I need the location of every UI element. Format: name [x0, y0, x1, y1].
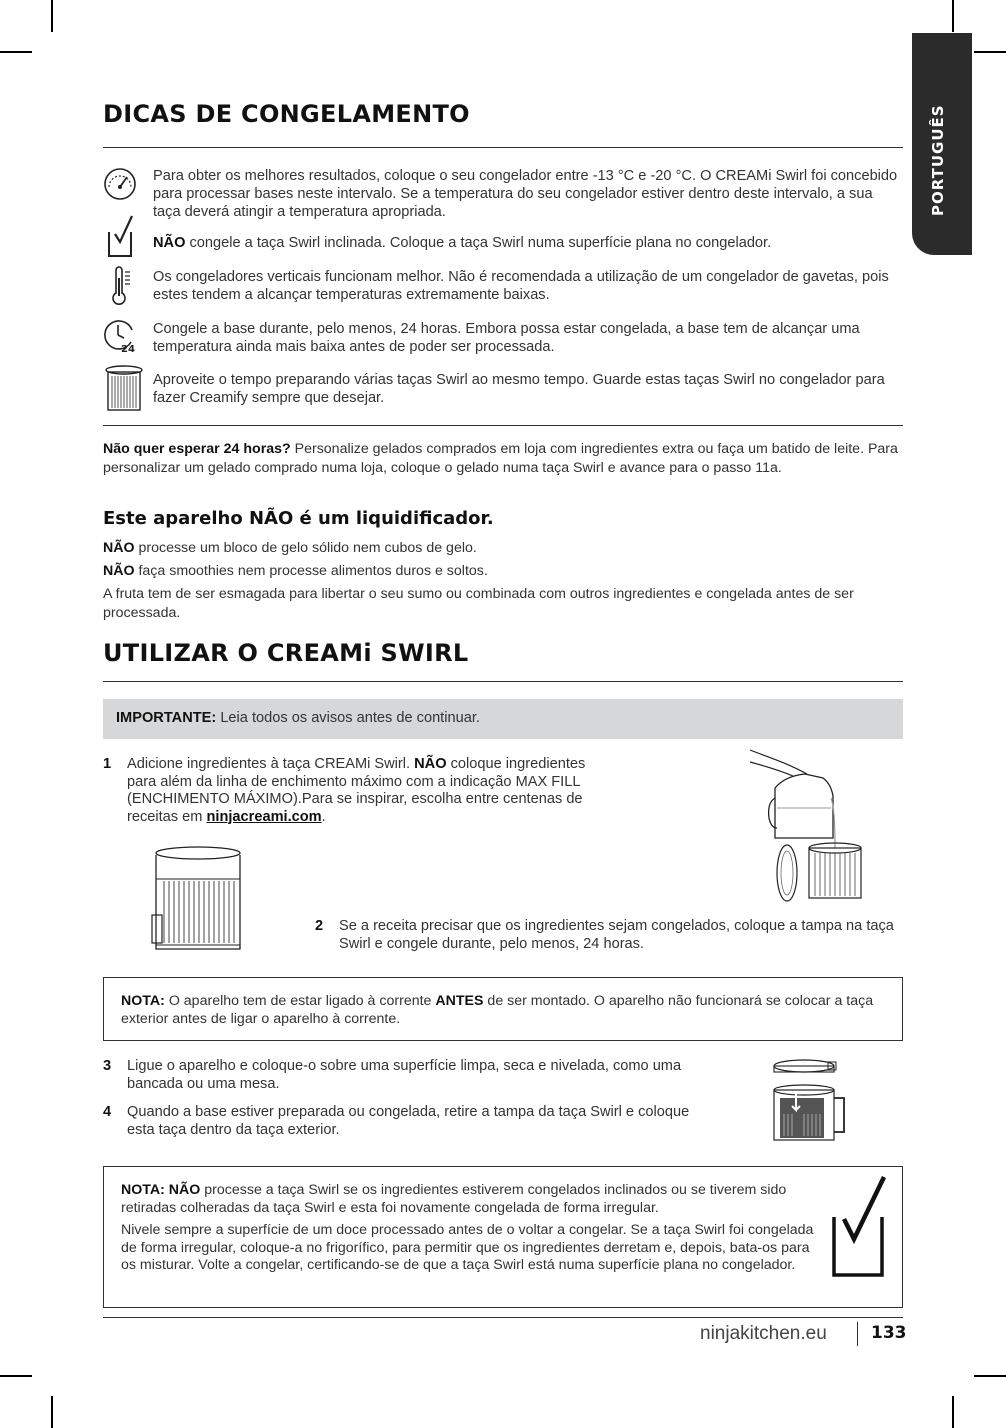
tip-freeze-level [153, 234, 903, 252]
step-number: 3 [103, 1058, 112, 1074]
thermometer-icon [110, 266, 132, 306]
important-text [116, 710, 480, 726]
note-body: de ser montado. O aparelho não funcionará se colocar a taça exterior antes de ligar o aparelho à corrente. [121, 993, 874, 1027]
important-bold: IMPORTANTE: [116, 710, 217, 726]
footer-separator [857, 1322, 858, 1346]
tip-text: Os congeladores verticais funcionam melhor. Não é recomendada a utilização de um congelador de gavetas, pois estes tendem a alcançar temperaturas extremamente baixas. [153, 269, 889, 303]
step-1-text [127, 756, 607, 826]
ninjacreami-link[interactable]: ninjacreami.com [206, 808, 322, 825]
tip-freeze-duration [153, 320, 903, 356]
page-number: 133 [871, 1323, 907, 1343]
crop-mark [0, 1375, 32, 1377]
note-level-surface [103, 1166, 903, 1308]
crop-mark [974, 1375, 1006, 1377]
level-cup-check-icon [106, 214, 136, 258]
section-title-freezing-tips: DICAS DE CONGELAMENTO [103, 100, 470, 128]
fruit-paragraph: A fruta tem de ser esmagada para libertar o seu sumo ou combinada com outros ingredientes e congelada antes de ser processada. [103, 586, 854, 621]
step-number: 2 [315, 918, 324, 934]
step-number: 1 [103, 756, 112, 772]
level-cup-check-icon [830, 1175, 888, 1280]
note-text [121, 993, 891, 1028]
warning-bold: NÃO [103, 563, 135, 579]
no-wait-paragraph [103, 440, 903, 477]
divider [103, 681, 903, 682]
warning-bold: NÃO [103, 540, 135, 556]
crop-mark [952, 0, 954, 32]
important-body: Leia todos os avisos antes de continuar. [216, 710, 480, 726]
step-bold: NÃO [414, 756, 447, 772]
step-text: . [321, 808, 326, 825]
step-2-text: Se a receita precisar que os ingredientes sejam congelados, coloque a tampa na taça Swirl e congele durante, pelo menos, 24 horas. [339, 918, 894, 952]
tip-text: Congele a base durante, pelo menos, 24 horas. Embora possa estar congelada, a base tem de alcançar uma temperatura ainda mais baixa antes de poder ser processada. [153, 321, 860, 355]
swirl-pint-illustration [150, 845, 245, 955]
warning-smoothies [103, 562, 903, 581]
crop-mark [0, 51, 32, 53]
pouring-ingredients-illustration [745, 748, 865, 903]
warning-text: faça smoothies nem processe alimentos duros e soltos. [134, 563, 488, 579]
section-title-using-creami: UTILIZAR O CREAMi SWIRL [103, 639, 469, 667]
tip-bold: NÃO [153, 235, 186, 251]
svg-text:24: 24 [121, 344, 135, 354]
warning-text: processe um bloco de gelo sólido nem cubos de gelo. [134, 540, 477, 556]
important-banner [103, 699, 903, 739]
crop-mark [51, 0, 53, 32]
note-body: O aparelho tem de estar ligado à corrente [164, 993, 436, 1009]
divider [103, 147, 903, 148]
warning-ice [103, 539, 903, 558]
note-text [121, 1182, 821, 1217]
note-text-2: Nivele sempre a superfície de um doce processado antes de o voltar a congelar. Se a taça Swirl foi congelada de forma irregular, coloque-a no frigorífico, para permitir que os ingredientes derretam e, depois, bata-os para os misturar. Volte a congelar, certificando-se de que a taça Swirl está numa superfície plana no congelador. [121, 1222, 814, 1273]
clock-24-icon [103, 318, 139, 354]
no-wait-text: Personalize gelados comprados em loja com ingredientes extra ou faça um batido de leite. Para personalizar um gelado comprado numa loja, coloque o gelado numa taça Swirl e avance para o passo 11a. [103, 441, 898, 476]
tip-freezer-temperature [153, 167, 903, 221]
footer-rule [103, 1317, 903, 1318]
note-plug-in [103, 977, 903, 1041]
swirl-pint-icon [104, 364, 144, 412]
note-bold: NOTA: NÃO [121, 1182, 201, 1198]
tip-text: Para obter os melhores resultados, coloque o seu congelador entre -13 °C e -20 °C. O CREAMi Swirl foi concebido para processar bases neste intervalo. Se a temperatura do seu congelador estiver dentro deste intervalo, a sua taça deverá atingir a temperatura apropriada. [153, 168, 898, 220]
divider [103, 425, 903, 426]
tip-freezer-type [153, 268, 903, 304]
step-text: coloque ingredientes para além da linha de enchimento máximo com a indicação MAX FILL (ENCHIMENTO MÁXIMO).Para se inspirar, escolha entre centenas de receitas em [127, 756, 586, 825]
outer-bowl-illustration [770, 1052, 850, 1144]
no-wait-bold: Não quer esperar 24 horas? [103, 441, 291, 457]
note-body: processe a taça Swirl se os ingredientes estiverem congelados inclinados ou se tiverem sido retiradas colheradas da taça Swirl e esta foi novamente congelada de forma irregular. [121, 1182, 787, 1216]
language-tab-label: PORTUGUÊS [929, 104, 947, 216]
tip-text: congele a taça Swirl inclinada. Coloque a taça Swirl numa superfície plana no congelador. [185, 235, 772, 251]
footer-site: ninjakitchen.eu [700, 1323, 827, 1344]
tip-multiple-pints [153, 371, 903, 407]
step-3-text: Ligue o aparelho e coloque-o sobre uma superfície limpa, seca e nivelada, como uma bancada ou uma mesa. [127, 1058, 682, 1092]
step-number: 4 [103, 1104, 112, 1120]
note-bold: NOTA: [121, 993, 165, 1009]
step-text: Adicione ingredientes à taça CREAMi Swirl. [127, 756, 415, 772]
note-bold: ANTES [435, 993, 484, 1009]
crop-mark [952, 1396, 954, 1428]
subheading-not-blender: Este aparelho NÃO é um liquidificador. [103, 508, 494, 529]
crop-mark [51, 1396, 53, 1428]
gauge-icon [103, 167, 137, 201]
tip-text: Aproveite o tempo preparando várias taças Swirl ao mesmo tempo. Guarde estas taças Swirl no congelador para fazer Creamify sempre que desejar. [153, 372, 885, 406]
crop-mark [974, 51, 1006, 53]
step-4-text: Quando a base estiver preparada ou congelada, retire a tampa da taça Swirl e coloque esta taça dentro da taça exterior. [127, 1104, 690, 1138]
